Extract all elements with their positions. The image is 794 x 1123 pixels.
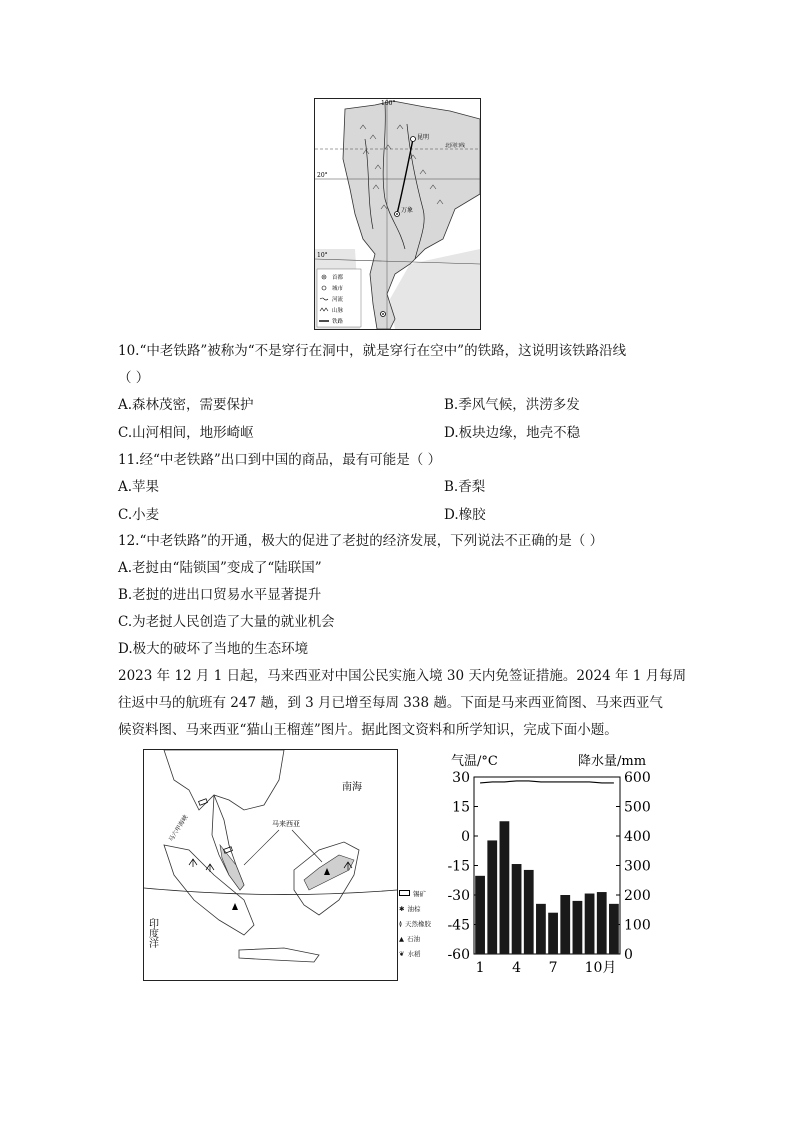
- precipitation-bar: [548, 913, 558, 954]
- q11-option-d[interactable]: D.橡胶: [444, 507, 486, 523]
- intro-line-3: 候资料图、马来西亚“猫山王榴莲”图片。据此图文资料和所学知识，完成下面小题。: [118, 722, 618, 738]
- temp-tick-label: -15: [447, 858, 470, 875]
- precipitation-bar: [609, 904, 619, 954]
- lat10-label: 10°: [317, 252, 328, 259]
- precipitation-bar: [475, 876, 485, 954]
- city-vientiane-label: 万象: [401, 207, 414, 214]
- x-ticks: [476, 960, 617, 976]
- legend-rubber: 天然橡胶: [405, 920, 432, 928]
- oil-icon: ▲: [399, 935, 404, 943]
- legend-rice: 水稻: [407, 950, 421, 958]
- left-axis-label: 气温/°C: [451, 754, 498, 769]
- q10-stem: 10.“中老铁路”被称为“不是穿行在洞中，就是穿行在空中”的铁路，这说明该铁路沿线: [118, 343, 627, 359]
- rubber-icon: ≬: [399, 920, 403, 928]
- temp-tick-label: 30: [452, 770, 470, 786]
- q12-stem: 12.“中老铁路”的开通，极大的促进了老挝的经济发展，下列说法不正确的是（ ）: [118, 533, 604, 549]
- lat20-label: 20°: [317, 172, 328, 179]
- q10-option-a[interactable]: A.森林茂密，需要保护: [118, 397, 254, 413]
- precip-tick-label: 500: [624, 799, 651, 816]
- q11-option-c[interactable]: C.小麦: [118, 507, 160, 523]
- month-tick-label: 7: [548, 960, 558, 976]
- precipitation-bar: [573, 901, 583, 954]
- precipitation-bar: [597, 892, 607, 954]
- precip-tick-label: 100: [624, 917, 651, 934]
- intro-line-2: 往返中马的航班有 247 趟，到 3 月已增至每周 338 趟。下面是马来西亚简图、马来西亚气: [118, 695, 663, 711]
- precipitation-bar: [585, 894, 595, 954]
- q10-option-c[interactable]: C.山河相间，地形崎岖: [118, 425, 254, 441]
- precip-tick-label: 400: [624, 829, 651, 845]
- legend-tin: 锡矿: [413, 890, 426, 898]
- malaysia-map: [143, 749, 398, 981]
- legend-palm: 油棕: [407, 905, 421, 913]
- climate-chart: [400, 748, 660, 978]
- legend-oil: 石油: [407, 935, 420, 943]
- q12-option-b[interactable]: B.老挝的进出口贸易水平显著提升: [118, 587, 322, 603]
- rice-icon: ❦: [399, 950, 405, 958]
- precipitation-bar: [560, 895, 570, 954]
- q10-option-b[interactable]: B.季风气候，洪涝多发: [444, 397, 580, 413]
- legend-capital: 首都: [332, 275, 344, 281]
- right-ticks: [616, 770, 651, 963]
- legend-city: 城市: [332, 286, 344, 292]
- q11-option-b[interactable]: B.香梨: [444, 479, 486, 495]
- temp-tick-label: -30: [447, 888, 470, 904]
- temp-tick-label: -60: [447, 947, 470, 963]
- right-axis-label: 降水量/mm: [578, 754, 647, 769]
- q12-option-d[interactable]: D.极大的破坏了当地的生态环境: [118, 641, 309, 657]
- q10-option-d[interactable]: D.板块边缘，地壳不稳: [444, 425, 581, 441]
- precipitation-bars: [475, 821, 619, 954]
- q11-stem: 11.经“中老铁路”出口到中国的商品，最有可能是（ ）: [118, 452, 442, 468]
- q11-option-a[interactable]: A.苹果: [118, 479, 160, 495]
- precip-tick-label: 200: [624, 888, 651, 904]
- country-label: 马来西亚: [272, 820, 300, 828]
- precipitation-bar: [512, 864, 522, 954]
- intro-line-1: 2023 年 12 月 1 日起，马来西亚对中国公民实施入境 30 天内免签证措施。2024 年 1 月每周: [118, 668, 687, 684]
- precipitation-bar: [487, 840, 497, 954]
- palm-icon: ✱: [399, 905, 405, 913]
- legend-railway: 铁路: [332, 319, 344, 325]
- sea-label: 南海: [342, 782, 362, 793]
- temp-tick-label: 15: [452, 799, 470, 816]
- temperature-line: [480, 781, 614, 783]
- precip-tick-label: 600: [624, 770, 651, 786]
- map1-legend: [317, 269, 361, 327]
- tropic-label: 北回归线: [445, 143, 466, 149]
- legend-mountain: 山脉: [332, 308, 344, 314]
- lon-label: 100°: [381, 100, 396, 107]
- precipitation-bar: [500, 821, 510, 954]
- left-ticks: [447, 770, 478, 963]
- month-tick-label: 4: [512, 960, 522, 976]
- month-tick-label: 1: [475, 960, 485, 976]
- temp-tick-label: -45: [447, 917, 470, 934]
- ocean-label: 印度洋: [146, 918, 158, 948]
- precip-tick-label: 0: [624, 947, 633, 963]
- precipitation-bar: [536, 904, 546, 954]
- temp-tick-label: 0: [461, 829, 470, 845]
- q12-option-c[interactable]: C.为老挝人民创造了大量的就业机会: [118, 614, 335, 630]
- legend-river: 河流: [332, 297, 344, 303]
- month-tick-label: 10月: [584, 960, 617, 976]
- precipitation-bar: [524, 870, 534, 954]
- precip-tick-label: 300: [624, 858, 651, 875]
- strait-label: 马六甲海峡: [167, 813, 190, 844]
- q12-option-a[interactable]: A.老挝由“陆锁国”变成了“陆联国”: [118, 560, 322, 576]
- q10-paren: （ ）: [118, 370, 150, 386]
- laos-map: [314, 98, 481, 330]
- city-kunming-label: 昆明: [417, 134, 430, 141]
